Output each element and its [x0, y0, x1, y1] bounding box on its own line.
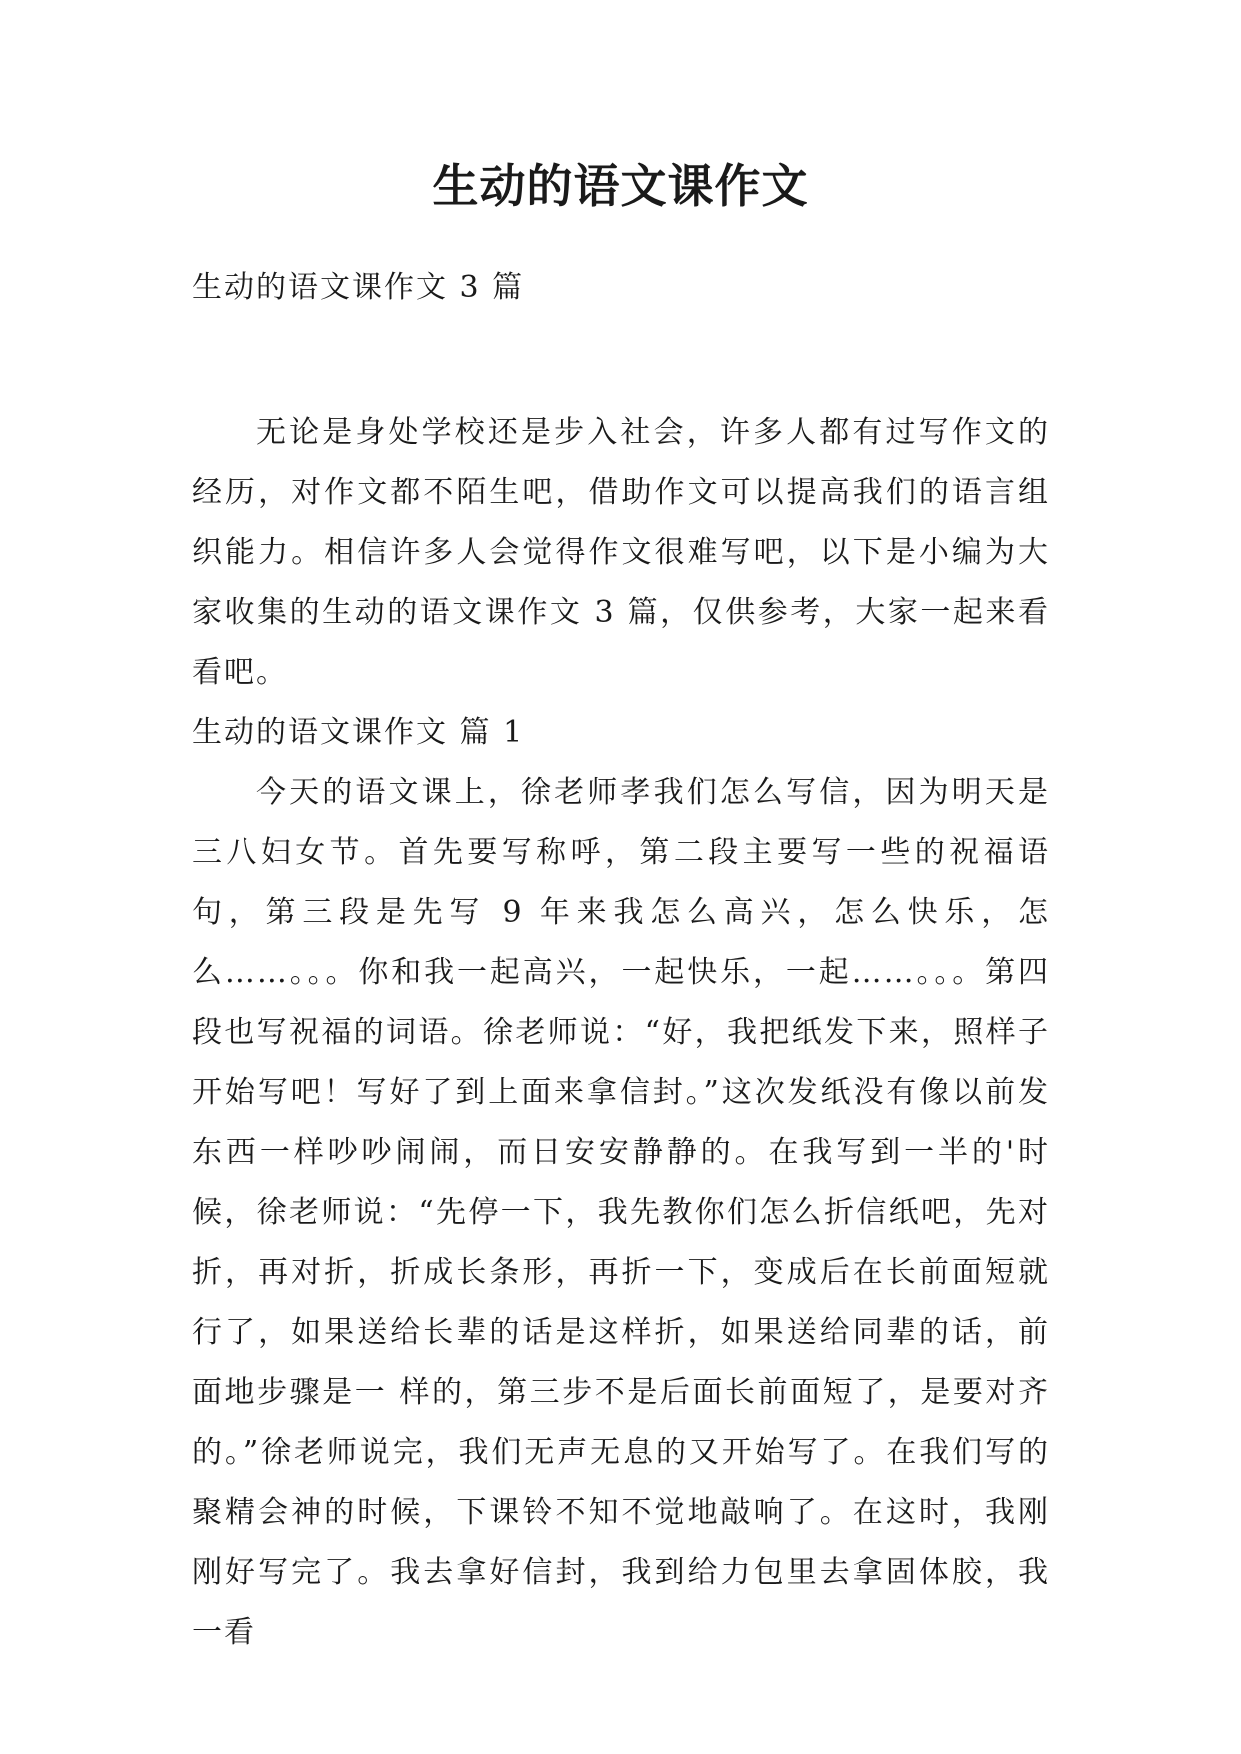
intro-paragraph: 无论是身处学校还是步入社会，许多人都有过写作文的经历，对作文都不陌生吧，借助作文可以提高我们的语言组织能力。相信许多人会觉得作文很难写吧，以下是小编为大家收集的生动的语文课作文 3 篇，仅供参考，大家一起来看看吧。 — [192, 415, 1050, 690]
document-subtitle: 生动的语文课作文 3 篇 — [192, 270, 525, 305]
section-heading-1: 生动的语文课作文 篇 1 — [192, 715, 525, 750]
document-title: 生动的语文课作文 — [432, 159, 809, 213]
section-paragraph-1: 今天的语文课上，徐老师孝我们怎么写信，因为明天是三八妇女节。首先要写称呼，第二段主要写一些的祝福语句，第三段是先写 9 年来我怎么高兴，怎么快乐，怎么……。。。你和我一起高兴，一起快乐，一起……。。。第四段也写祝福的词语。徐老师说：“好，我把纸发下来，照样子开始写吧！写好了到上面来拿信封。”这次发纸没有像以前发东西一样吵吵闹闹，而日安安静静的。在我写到一半的'时候，徐老师说：“先停一下，我先教你们怎么折信纸吧，先对折，再对折，折成长条形，再折一下，变成后在长前面短就行了，如果送给长辈的话是这样折，如果送给同辈的话，前面地步骤是一 样的，第三步不是后面长前面短了，是要对齐的。”徐老师说完，我们无声无息的又开始写了。在我们写的聚精会神的时候，下课铃不知不觉地敲响了。在这时，我刚刚好写完了。我去拿好信封，我到给力包里去拿固体胶，我一看 — [192, 775, 1050, 1650]
document-body — [192, 403, 1050, 1663]
